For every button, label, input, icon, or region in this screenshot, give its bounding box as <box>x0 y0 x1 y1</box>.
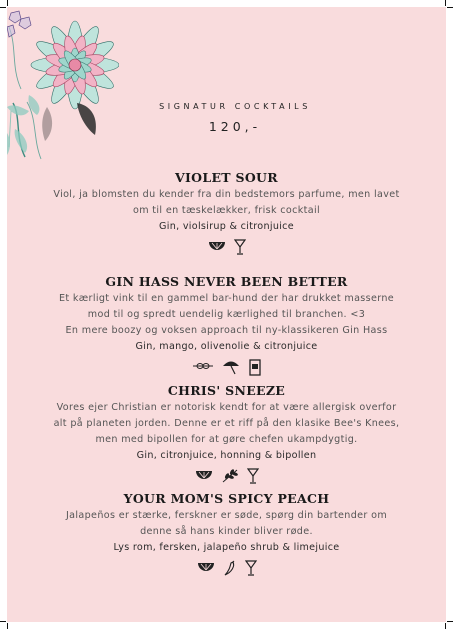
drink-item <box>7 383 446 485</box>
drink-icons <box>7 239 446 256</box>
lemon-wedge-icon <box>195 468 213 482</box>
crop-mark <box>447 621 453 622</box>
cocktail-glass-icon <box>234 239 246 255</box>
cocktail-glass-icon <box>247 468 259 484</box>
drink-name: GIN HASS NEVER BEEN BETTER <box>105 274 348 289</box>
drink-description <box>7 187 446 219</box>
drink-ingredients: Lys rom, fersken, jalapeño shrub & limejuice <box>113 542 340 553</box>
crop-mark <box>445 623 446 629</box>
description-line: men med bipollen for at gøre chefen ukampdygtig. <box>95 434 358 445</box>
description-line: En mere boozy og voksen approach til ny-klassikeren Gin Hass <box>65 325 388 336</box>
lemon-wedge-icon <box>208 239 226 253</box>
description-line: alt på planeten jorden. Denne er et riff på den klasike Bee's Knees, <box>53 418 400 429</box>
description-line: denne så hans kinder bliver røde. <box>140 526 313 537</box>
cocktail-glass-icon <box>245 560 257 576</box>
herb-sprig-icon <box>221 468 239 484</box>
drink-icons <box>7 560 446 577</box>
description-line: Viol, ja blomsten du kender fra din bedstemors parfume, men lavet <box>53 189 400 200</box>
description-line: om til en tæskelækker, frisk cocktail <box>132 205 321 216</box>
drink-description <box>7 291 446 339</box>
crop-mark <box>0 621 6 622</box>
tumbler-glass-icon <box>248 359 262 376</box>
cocktail-umbrella-icon <box>222 359 240 375</box>
crop-mark <box>447 7 453 8</box>
chili-pepper-icon <box>223 560 237 576</box>
description-line: Vores ejer Christian er notorisk kendt for at være allergisk overfor <box>56 402 397 413</box>
description-line: Jalapeños er stærke, ferskner er søde, spørg din bartender om <box>65 510 388 521</box>
drink-item <box>7 491 446 577</box>
drink-description <box>7 400 446 448</box>
lemon-wedge-icon <box>197 560 215 574</box>
menu-page <box>7 7 446 622</box>
crop-mark <box>7 623 8 629</box>
description-line: Et kærligt vink til en gammel bar-hund der har drukket masserne <box>58 293 395 304</box>
dahlia-illustration <box>7 7 119 175</box>
drink-icons <box>7 468 446 485</box>
drink-ingredients: Gin, citronjuice, honning & bipollen <box>136 450 317 461</box>
drink-name: VIOLET SOUR <box>175 170 278 185</box>
drink-item <box>7 170 446 256</box>
price: 120,- <box>208 119 262 134</box>
drink-ingredients: Gin, violsirup & citronjuice <box>159 221 294 232</box>
drink-description <box>7 508 446 540</box>
drink-icons <box>7 359 446 376</box>
olive-pick-icon <box>192 359 214 373</box>
drink-ingredients: Gin, mango, olivenolie & citronjuice <box>135 341 318 352</box>
crop-mark <box>7 0 8 6</box>
crop-mark <box>445 0 446 6</box>
description-line: mod til og spredt uendelig kærlighed til branchen. <3 <box>87 309 366 320</box>
crop-mark <box>0 7 6 8</box>
drink-item <box>7 274 446 376</box>
section-title: SIGNATUR COCKTAILS <box>159 102 311 111</box>
drink-name: YOUR MOM'S SPICY PEACH <box>123 491 330 506</box>
drink-name: CHRIS' SNEEZE <box>167 383 286 398</box>
